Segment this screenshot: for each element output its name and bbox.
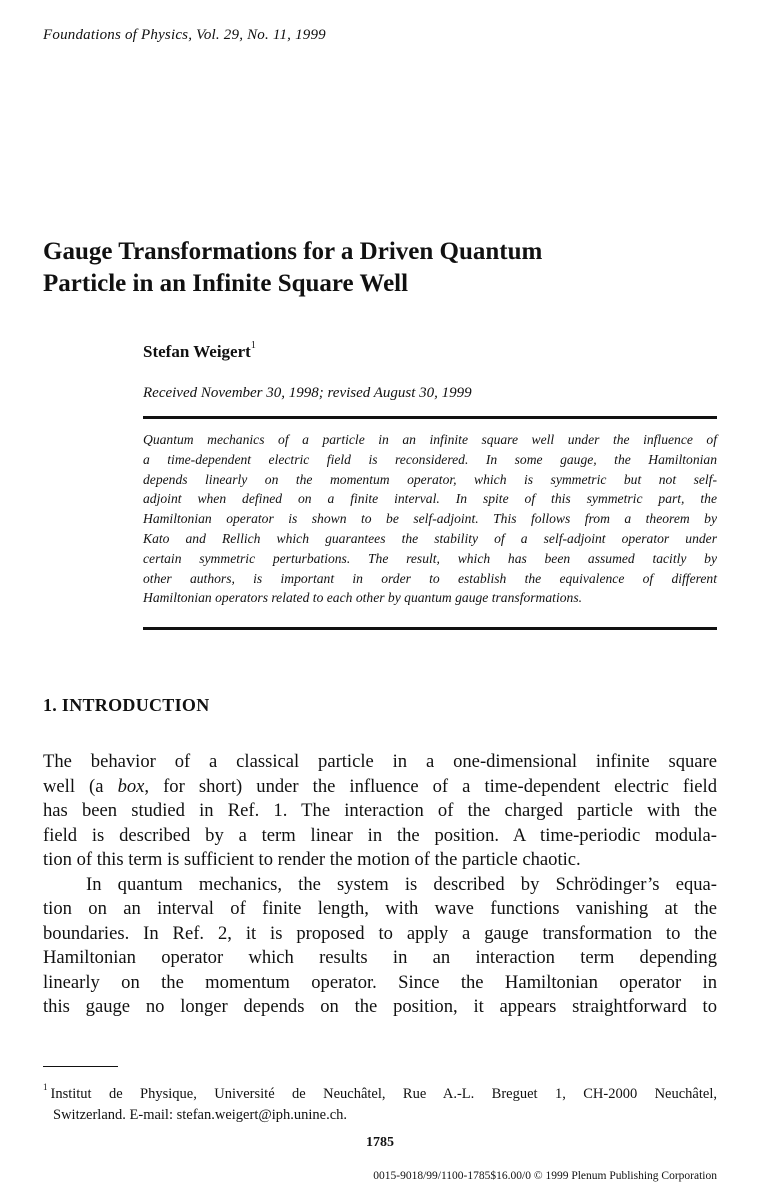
abstract-line: depends linearly on the momentum operator, which is symmetric but not self- — [143, 471, 717, 487]
paper-title — [43, 236, 703, 300]
body-line — [43, 775, 717, 800]
body-line: this gauge no longer depends on the position, it appears straightforward to — [43, 996, 717, 1017]
abstract-rule-bottom — [143, 627, 717, 630]
footnote — [43, 1079, 717, 1126]
abstract-line: other authors, is important in order to establish the equivalence of different — [143, 570, 717, 586]
body-line: Hamiltonian operator which results in an interaction term depending — [43, 947, 717, 968]
body-line: The behavior of a classical particle in a one-dimensional infinite square — [43, 751, 717, 772]
body-text — [43, 750, 717, 1020]
footnote-line — [43, 1079, 717, 1105]
title-line: Particle in an Infinite Square Well — [43, 270, 409, 297]
footnote-text: Institut de Physique, Université de Neuchâtel, Rue A.-L. Breguet 1, CH-2000 Neuchâtel, — [50, 1085, 717, 1102]
footnote-mark: 1 — [43, 1082, 48, 1092]
body-line: field is described by a term linear in the position. A time-periodic modula- — [43, 824, 717, 846]
body-line: tion of this term is sufficient to render the motion of the particle chaotic. — [43, 849, 581, 870]
journal-header: Foundations of Physics, Vol. 29, No. 11, 1999 — [43, 27, 326, 43]
author — [143, 342, 256, 362]
abstract — [143, 430, 717, 608]
abstract-line: Hamiltonian operators related to each other by quantum gauge transformations. — [143, 590, 583, 606]
abstract-line: Quantum mechanics of a particle in an infinite square well under the influence of — [143, 432, 717, 447]
abstract-line: certain symmetric perturbations. The result, which has been assumed tacitly by — [143, 550, 717, 566]
page-number: 1785 — [366, 1135, 394, 1150]
abstract-line: adjoint when defined on a finite interval. In spite of this symmetric part, the — [143, 491, 717, 507]
body-line: boundaries. In Ref. 2, it is proposed to apply a gauge transformation to the — [43, 922, 717, 944]
copyright-line: 0015-9018/99/1100-1785$16.00/0 © 1999 Plenum Publishing Corporation — [373, 1170, 717, 1182]
author-footnote-mark: 1 — [250, 340, 256, 352]
received-dates: Received November 30, 1998; revised August 30, 1999 — [143, 385, 472, 401]
abstract-line: Kato and Rellich which guarantees the stability of a self-adjoint operator under — [143, 530, 717, 546]
emphasis-box: box — [117, 775, 145, 797]
abstract-rule-top — [143, 416, 717, 419]
abstract-line: a time-dependent electric field is reconsidered. In some gauge, the Hamiltonian — [143, 451, 717, 467]
abstract-line: Hamiltonian operator is shown to be self-adjoint. This follows from a theorem by — [143, 511, 717, 527]
body-text-segment: well (a — [43, 775, 118, 797]
footnote-line: Switzerland. E-mail: stefan.weigert@iph.unine.ch. — [53, 1106, 348, 1123]
section-heading: 1. INTRODUCTION — [43, 695, 210, 715]
body-line: In quantum mechanics, the system is described by Schrödinger’s equa- — [86, 873, 717, 895]
body-line: tion on an interval of finite length, with wave functions vanishing at the — [43, 898, 717, 919]
footnote-rule — [43, 1066, 118, 1067]
author-name: Stefan Weigert — [143, 342, 251, 361]
body-line: linearly on the momentum operator. Since the Hamiltonian operator in — [43, 971, 717, 993]
body-line: has been studied in Ref. 1. The interaction of the charged particle with the — [43, 800, 717, 821]
title-line: Gauge Transformations for a Driven Quantum — [43, 238, 543, 265]
body-text-segment: , for short) under the influence of a time-dependent electric field — [144, 775, 717, 797]
